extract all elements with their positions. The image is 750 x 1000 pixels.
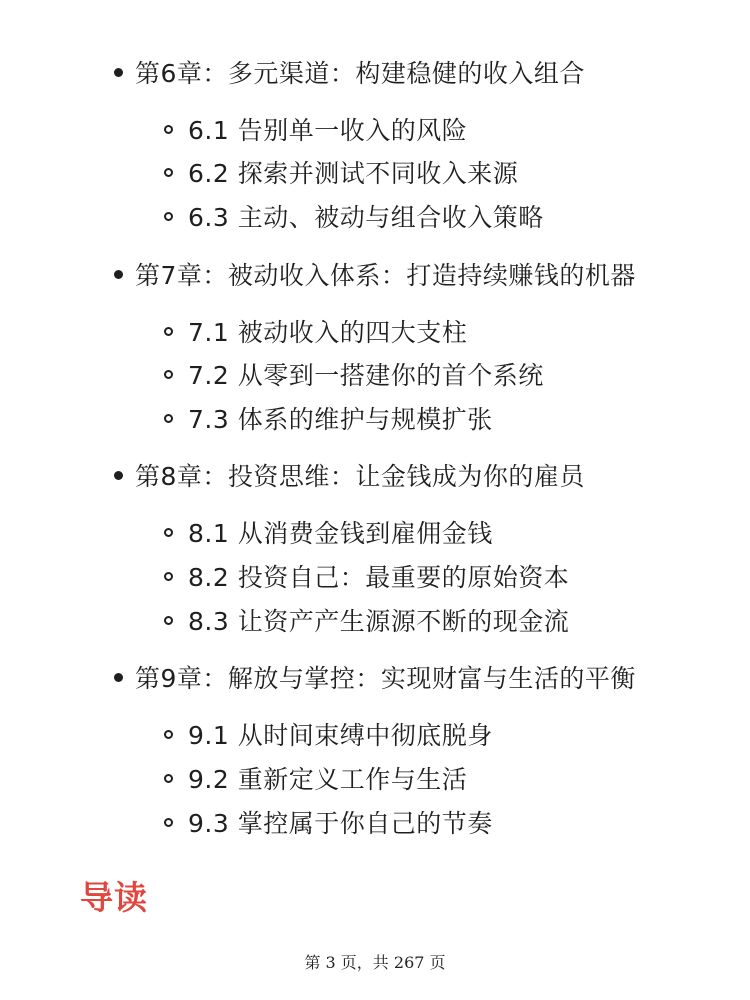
circle-bullet-icon	[164, 168, 173, 177]
section-title: 8.3 让资产产生源源不断的现金流	[188, 607, 570, 636]
section-title: 7.1 被动收入的四大支柱	[188, 318, 468, 347]
chapter-title: 第9章：解放与掌控：实现财富与生活的平衡	[135, 664, 636, 693]
section-item	[160, 714, 493, 754]
section-title: 9.3 掌控属于你自己的节奏	[188, 809, 493, 838]
circle-bullet-icon	[164, 572, 173, 581]
circle-bullet-icon	[164, 616, 173, 625]
chapter-title: 第8章：投资思维：让金钱成为你的雇员	[135, 462, 585, 491]
chapter-item	[110, 455, 585, 495]
chapter-item	[110, 254, 636, 294]
section-item	[160, 196, 544, 236]
bullet-icon	[114, 68, 123, 77]
section-item	[160, 758, 467, 798]
section-title: 6.1 告别单一收入的风险	[188, 116, 468, 145]
section-item	[160, 152, 518, 192]
section-title: 8.2 投资自己：最重要的原始资本	[188, 563, 570, 592]
section-item	[160, 398, 493, 438]
circle-bullet-icon	[164, 414, 173, 423]
section-title: 9.2 重新定义工作与生活	[188, 765, 468, 794]
circle-bullet-icon	[164, 774, 173, 783]
chapter-title: 第6章：多元渠道：构建稳健的收入组合	[135, 59, 585, 88]
section-heading: 导读	[80, 878, 148, 917]
bullet-icon	[114, 471, 123, 480]
circle-bullet-icon	[164, 327, 173, 336]
section-title: 8.1 从消费金钱到雇佣金钱	[188, 519, 493, 548]
circle-bullet-icon	[164, 125, 173, 134]
circle-bullet-icon	[164, 370, 173, 379]
circle-bullet-icon	[164, 730, 173, 739]
section-title: 7.3 体系的维护与规模扩张	[188, 405, 493, 434]
section-item	[160, 600, 569, 640]
page-number-footer: 第 3 页，共 267 页	[304, 953, 446, 972]
section-item	[160, 556, 569, 596]
section-title: 7.2 从零到一搭建你的首个系统	[188, 361, 544, 390]
section-title: 6.3 主动、被动与组合收入策略	[188, 203, 544, 232]
circle-bullet-icon	[164, 212, 173, 221]
section-item	[160, 802, 493, 842]
circle-bullet-icon	[164, 528, 173, 537]
section-title: 9.1 从时间束缚中彻底脱身	[188, 721, 493, 750]
bullet-icon	[114, 673, 123, 682]
section-item	[160, 109, 467, 149]
chapter-item	[110, 657, 636, 697]
circle-bullet-icon	[164, 818, 173, 827]
section-item	[160, 311, 467, 351]
section-title: 6.2 探索并测试不同收入来源	[188, 159, 519, 188]
section-item	[160, 512, 493, 552]
chapter-title: 第7章：被动收入体系：打造持续赚钱的机器	[135, 261, 636, 290]
section-item	[160, 354, 544, 394]
chapter-item	[110, 52, 585, 92]
bullet-icon	[114, 270, 123, 279]
